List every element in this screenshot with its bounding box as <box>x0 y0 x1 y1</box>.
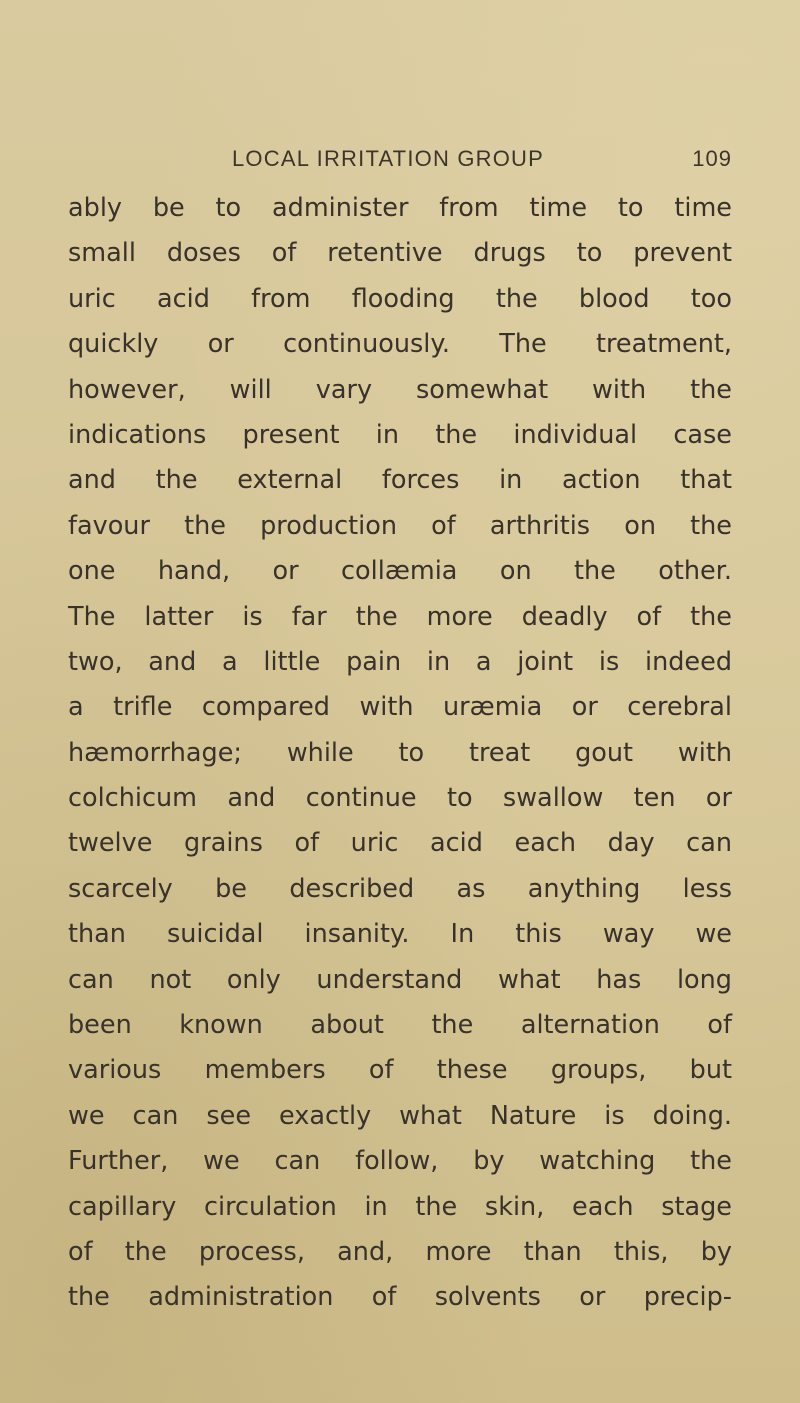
text-line: favour the production of arthritis on the <box>68 510 732 541</box>
text-line: we can see exactly what Nature is doing. <box>68 1100 732 1131</box>
text-line: hæmorrhage; while to treat gout with <box>68 737 732 768</box>
text-line: ably be to administer from time to time <box>68 193 732 223</box>
text-line: however, will vary somewhat with the <box>68 374 732 405</box>
text-line: of the process, and, more than this, by <box>68 1236 732 1267</box>
text-line: scarcely be described as anything less <box>68 873 732 904</box>
text-line: and the external forces in action that <box>68 465 732 496</box>
text-line: twelve grains of uric acid each day can <box>68 828 732 859</box>
body-text <box>68 186 732 1321</box>
text-line: a trifle compared with uræmia or cerebral <box>68 692 732 723</box>
page-number: 109 <box>692 146 732 171</box>
text-line: uric acid from flooding the blood too <box>68 283 732 314</box>
running-head-title: LOCAL IRRITATION GROUP <box>232 146 545 171</box>
text-line: been known about the alternation of <box>68 1010 732 1041</box>
text-line: quickly or continuously. The treatment, <box>68 329 732 360</box>
text-line: colchicum and continue to swallow ten or <box>68 783 732 814</box>
text-line: than suicidal insanity. In this way we <box>68 919 732 950</box>
running-head <box>232 146 732 180</box>
text-line: one hand, or collæmia on the other. <box>68 556 732 587</box>
text-line: various members of these groups, but <box>68 1055 732 1086</box>
text-line: the administration of solvents or precip- <box>68 1282 732 1313</box>
text-line: capillary circulation in the skin, each stage <box>68 1191 732 1222</box>
text-line: small doses of retentive drugs to prevent <box>68 238 732 269</box>
text-line: Further, we can follow, by watching the <box>68 1146 732 1177</box>
text-line: The latter is far the more deadly of the <box>68 601 732 632</box>
text-line: indications present in the individual case <box>68 419 732 450</box>
text-line: two, and a little pain in a joint is indeed <box>68 646 732 677</box>
text-line: can not only understand what has long <box>68 964 732 995</box>
